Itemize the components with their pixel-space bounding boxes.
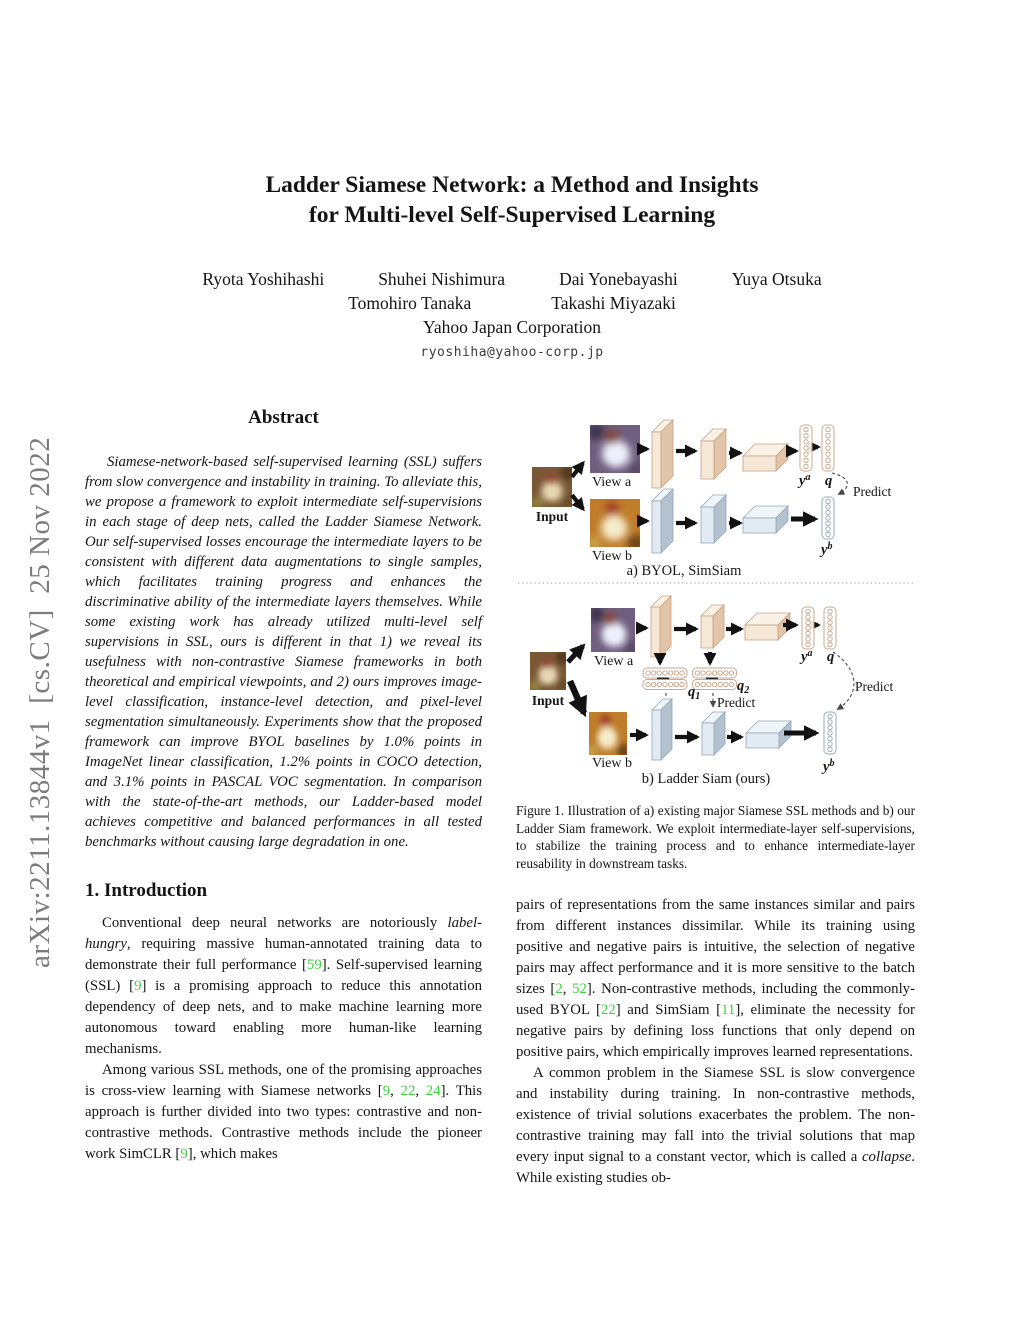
q2-label: $q_2$ (737, 678, 750, 696)
input-image (529, 650, 569, 692)
panel-a (531, 420, 891, 579)
yb-label: $y^b$ (821, 541, 833, 558)
input-label: Input (535, 509, 569, 524)
citation-ref[interactable]: 2 (555, 981, 563, 998)
author-name: Takashi Miyazaki (551, 293, 676, 313)
right-column-body (516, 895, 915, 1189)
view-a-label: View a (594, 654, 634, 669)
author-row-1 (0, 269, 1024, 290)
view-a-image (588, 606, 639, 656)
figure-1-caption: Figure 1. Illustration of a) existing major Siamese SSL methods and b) our Ladder Siam framework. We exploit intermediate-layer self-supervisions, to stabilize the training process and to enhance intermediate-layer reusability in downstream tasks. (516, 803, 915, 871)
citation-ref[interactable]: 9 (134, 978, 142, 994)
arrow (568, 646, 583, 662)
yb-vector (822, 497, 834, 539)
citation-ref[interactable]: 52 (572, 981, 587, 998)
q-vector (822, 425, 834, 471)
view-b-label: View b (592, 756, 632, 771)
yb-vector (824, 712, 836, 754)
q2-vector-row2 (693, 680, 737, 690)
view-b-image (587, 712, 631, 759)
q-vector (824, 607, 836, 649)
q1-vector-row2 (643, 680, 687, 690)
citation-ref[interactable]: 22 (600, 1002, 616, 1019)
q1-vector-row1 (643, 668, 687, 678)
intro-paragraph-1: Conventional deep neural networks are notoriously label-hungry, requiring massive human-annotated training data to demonstrate their full performance [59]. Self-supervised learning (SSL) [9] is a promising approach to reduce this annotation dependency of deep nets, and to make machine learning more autonomous toward enabling more human-like learning mechanisms. (85, 915, 482, 1057)
figure-1-diagram (516, 415, 915, 790)
arxiv-watermark: arXiv:2211.13844v1 [cs.CV] 25 Nov 2022 (24, 436, 56, 968)
affiliation: Yahoo Japan Corporation (422, 317, 602, 337)
citation-ref[interactable]: 59 (306, 957, 322, 973)
paper-title-line2: for Multi-level Self-Supervised Learning (308, 202, 716, 228)
author-name: Yuya Otsuka (731, 269, 822, 289)
encoder-blocks-top (651, 596, 790, 657)
body-paragraph-continuation: pairs of representations from the same instances similar and pairs from different instances dissimilar. While its training using positive and negative pairs is intuitive, the selection of negative pairs may affect performance and it is more sensitive to the batch sizes [2, 52]. Non-contrastive methods, including the commonly-used BYOL [22] and SimSiam [11], eliminate the necessity for negative pairs by defining loss functions that only depend on positive pairs, which empirically improves learned representations. (516, 897, 916, 1061)
ya-vector (800, 425, 812, 471)
q-label: q (825, 473, 833, 489)
encoder-blocks-top (652, 420, 788, 488)
ya-label: $y^a$ (799, 472, 811, 489)
body-paragraph-2: A common problem in the Siamese SSL is slow convergence and instability during training. In non-contrastive methods, existence of trivial solutions exacerbates the problem. The non-contrastive training may fall into the trivial solutions that map every input signal to a constant vector, which is called a collapse. While existing studies ob- (516, 1065, 915, 1187)
panel-a-caption: a) BYOL, SimSiam (626, 563, 742, 579)
view-b-label: View b (592, 549, 632, 564)
predict-label: Predict (853, 484, 892, 499)
encoder-blocks-bottom (652, 489, 788, 553)
view-a-label: View a (592, 475, 632, 490)
citation-ref[interactable]: 11 (721, 1002, 736, 1019)
author-row-2 (0, 293, 1024, 314)
author-name: Dai Yonebayashi (559, 269, 678, 289)
input-image (531, 465, 575, 509)
figure-1 (516, 415, 915, 790)
predict-mid-label: Predict (717, 695, 756, 710)
predict-right-label: Predict (855, 679, 894, 694)
ya-label: $y^a$ (801, 648, 813, 665)
yb-label: $y^b$ (823, 758, 835, 775)
input-label: Input (531, 693, 565, 708)
abstract-text: Siamese-network-based self-supervised learning (SSL) suffers from slow convergence and instability in training. To alleviate this, we propose a framework to exploit intermediate self-supervisions in each stage of deep nets, called the Ladder Siamese Network. Our self-supervised losses encourage the intermediate layers to be consistent with different data augmentations to single samples, which facilitates training progress and enhances the discriminative ability of the intermediate layers themselves. While some existing work has already utilized multi-level self supervisions in SSL, ours is different in that 1) we reveal its usefulness with non-contrastive Siamese frameworks in both theoretical and empirical viewpoints, and 2) ours improves image-level classification, instance-level detection, and pixel-level segmentation simultaneously. Experiments show that the proposed framework can improve BYOL baselines by 1.0% points in ImageNet linear classification, 1.2% points in COCO detection, and 3.1% points in PASCAL VOC segmentation. In comparison with the state-of-the-art methods, our Ladder-based model achieves competitive and balanced performances in all tested benchmarks without causing large degradation in one. (85, 454, 482, 850)
q-label: q (827, 649, 835, 665)
right-column (516, 415, 915, 1189)
paper-title-line1: Ladder Siamese Network: a Method and Insights (265, 172, 759, 198)
paper-title (0, 170, 1024, 230)
intro-paragraph-2: Among various SSL methods, one of the promising approaches is cross-view learning with Siamese networks [9, 22, 24]. This approach is further divided into two types: contrastive and non-contrastive methods. Contrastive methods include the pioneer work SimCLR [9], which makes (85, 1062, 483, 1162)
q1-label: $q_1$ (688, 684, 701, 702)
q2-vector-row1 (693, 668, 737, 678)
author-name: Shuhei Nishimura (378, 269, 506, 289)
section-heading-introduction: 1. Introduction (85, 880, 208, 901)
predict-arc (833, 652, 854, 709)
arrow (572, 495, 583, 509)
citation-ref[interactable]: 9 (382, 1083, 391, 1099)
panel-b-caption: b) Ladder Siam (ours) (641, 771, 771, 787)
email-address[interactable]: ryoshiha@yahoo-corp.jp (420, 345, 604, 360)
citation-ref[interactable]: 22 (400, 1083, 416, 1099)
arrow (570, 681, 584, 713)
view-b-image (587, 499, 645, 552)
ya-vector (802, 607, 814, 649)
view-a-image (587, 423, 645, 478)
emphasized-text: label-hungry (85, 915, 482, 952)
arrow (572, 463, 583, 477)
panel-b (529, 596, 893, 787)
predict-arc (832, 473, 847, 494)
citation-ref[interactable]: 24 (425, 1083, 441, 1099)
abstract-heading: Abstract (248, 407, 319, 428)
author-name: Ryota Yoshihashi (202, 269, 325, 289)
citation-ref[interactable]: 9 (180, 1146, 188, 1162)
author-name: Tomohiro Tanaka (348, 293, 472, 313)
left-column (85, 406, 482, 1165)
author-block (0, 269, 1024, 360)
emphasized-text: collapse (861, 1149, 912, 1166)
